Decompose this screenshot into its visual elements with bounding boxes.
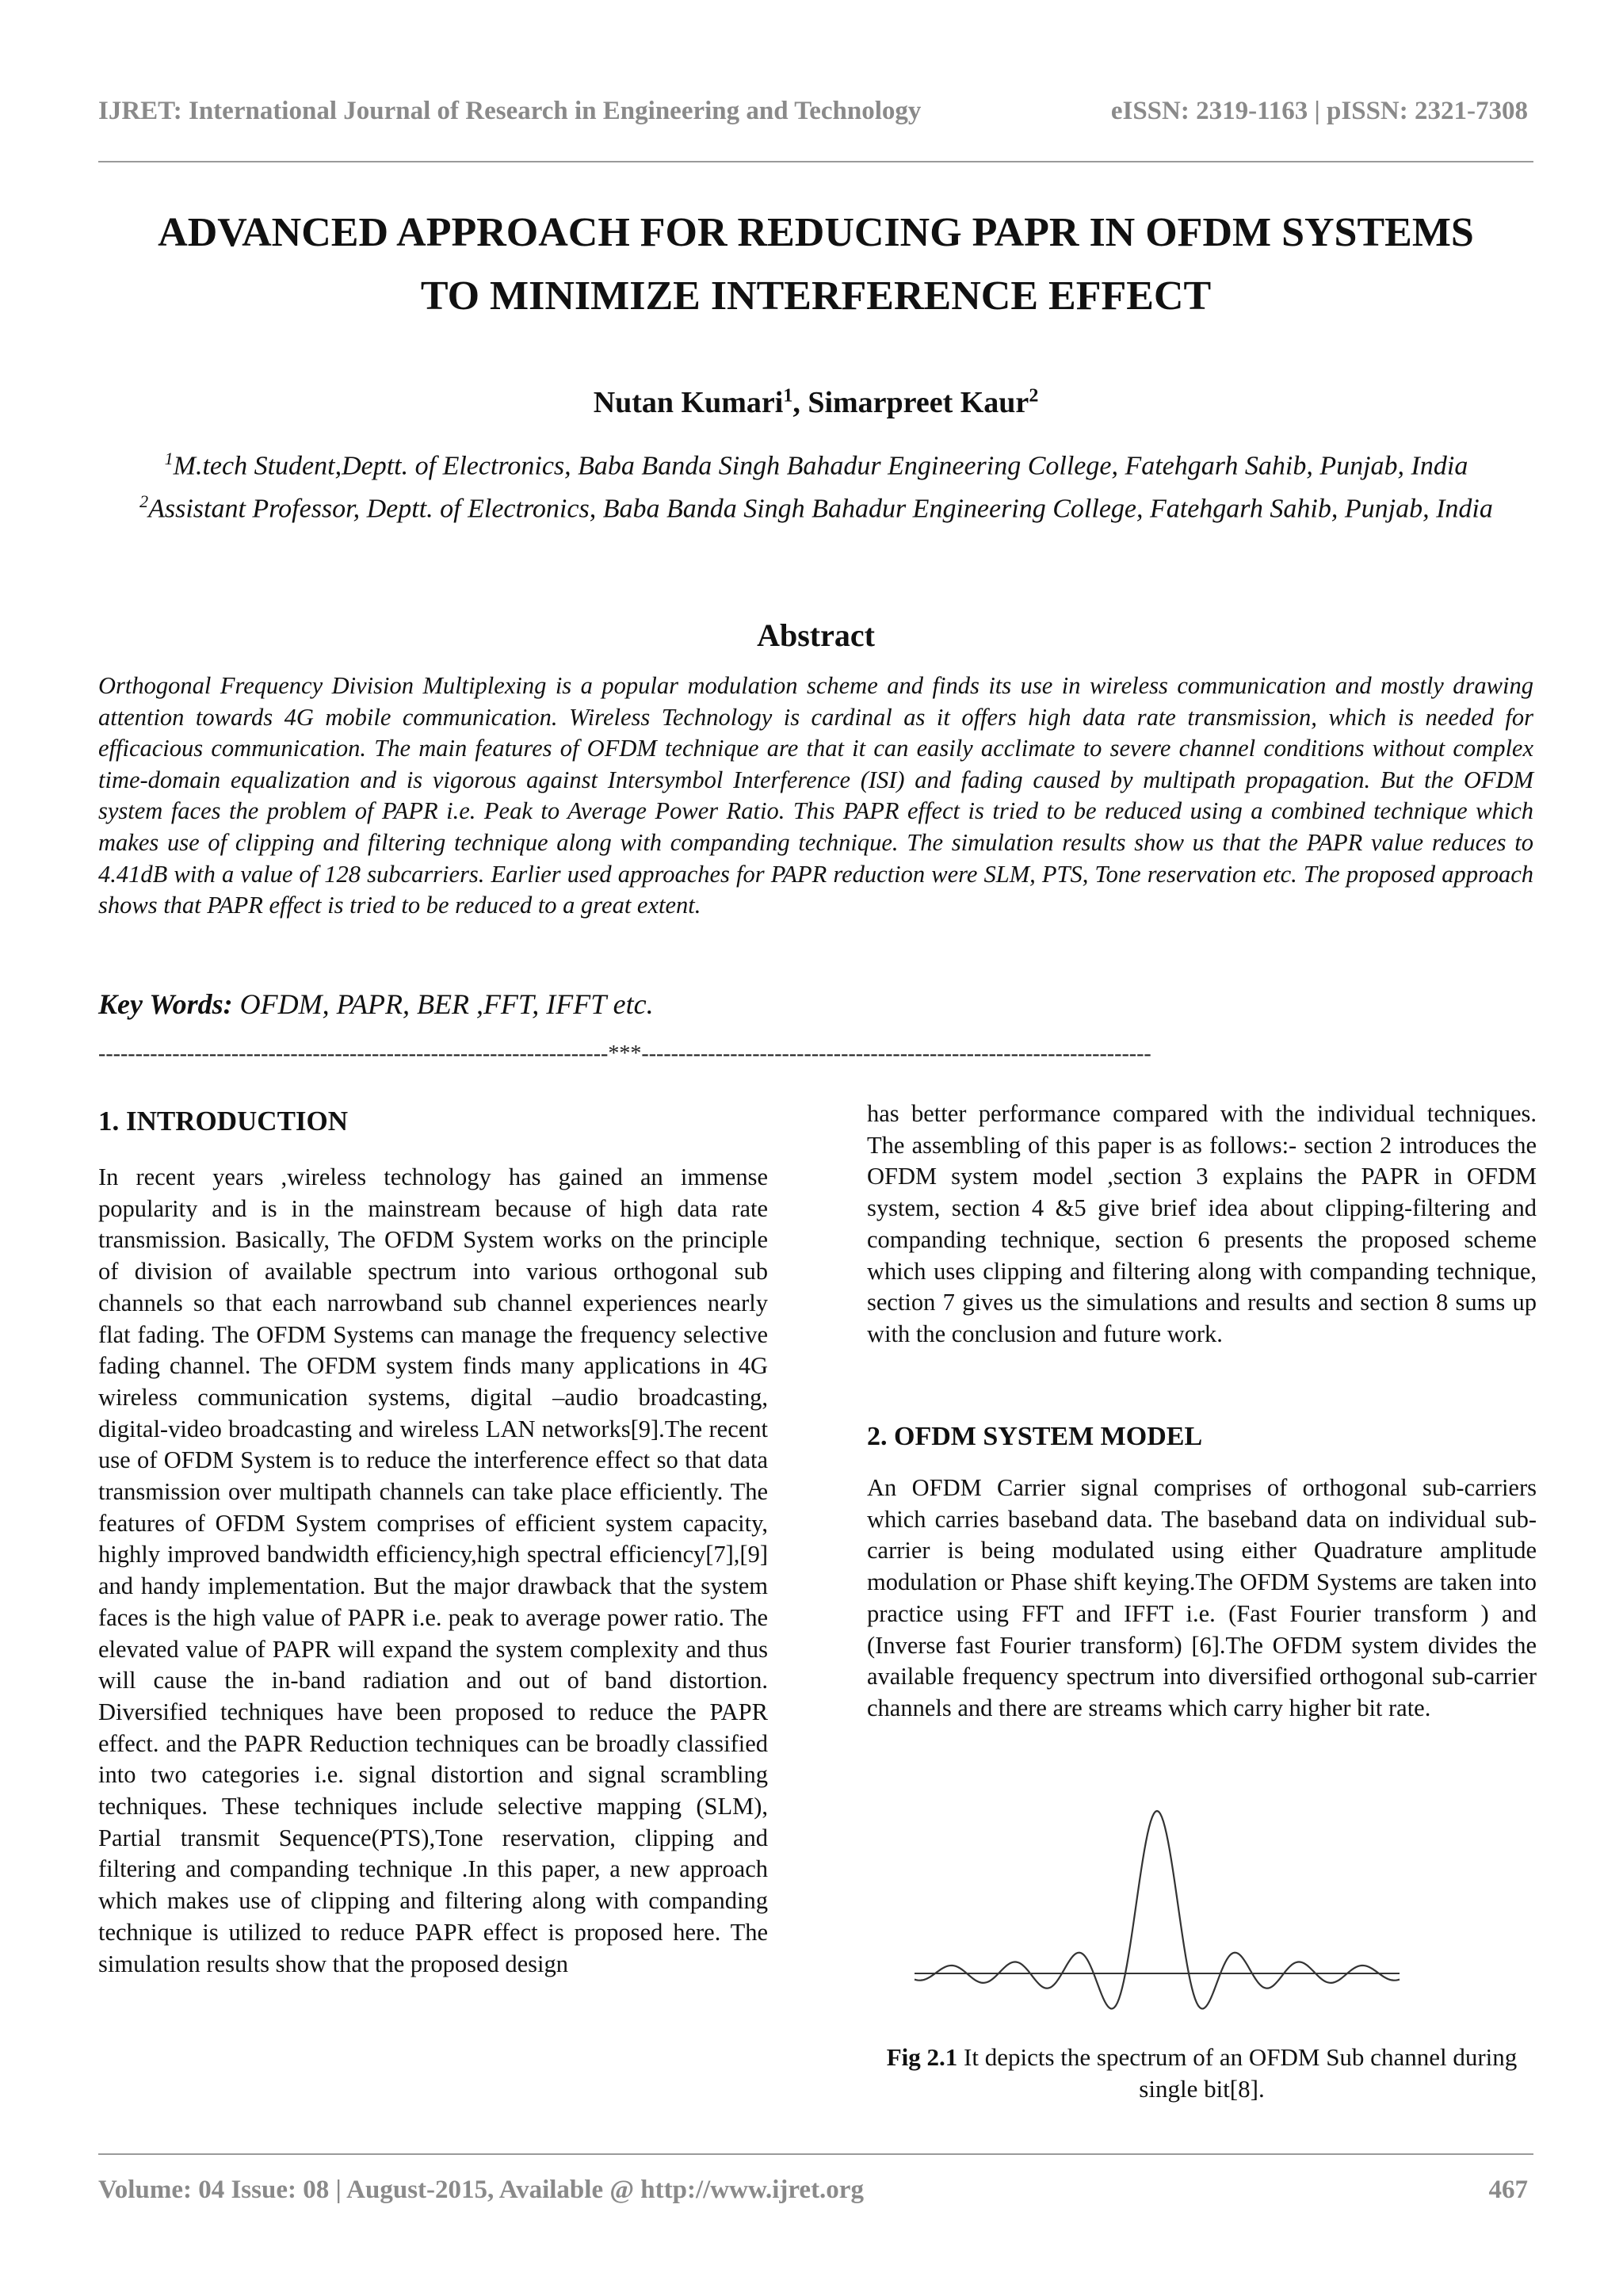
affiliation-1-sup: 1: [164, 449, 174, 468]
footer-volume: Volume: 04 Issue: 08 | August-2015, Available @ http://www.ijret.org: [98, 2176, 864, 2204]
title-line-1: ADVANCED APPROACH FOR REDUCING PAPR IN OFDM SYSTEMS: [158, 210, 1474, 255]
affiliations: [119, 441, 1514, 527]
affiliation-2-sup: 2: [139, 491, 149, 512]
affiliation-2-text: Assistant Professor, Deptt. of Electronics, Baba Banda Singh Bahadur Engineering College, Fatehgarh Sahib, Punjab, India: [148, 494, 1493, 524]
section-2-text: An OFDM Carrier signal comprises of orthogonal sub-carriers which carries baseband data. The baseband data on individual sub-carrier is being modulated using either Quadrature amplitude modulation or Phase shift keying.The OFDM Systems are taken into practice using FFT and IFFT i.e. (Fast Fourier transform ) and (Inverse fast Fourier transform) [6].The OFDM system divides the available frequency spectrum into diversified orthogonal sub-carrier channels and there are streams which carry higher bit rate.: [867, 1474, 1537, 1721]
author-1: Nutan Kumari: [593, 386, 784, 419]
abstract-heading: Abstract: [757, 617, 875, 653]
keywords-text: OFDM, PAPR, BER ,FFT, IFFT etc.: [232, 988, 654, 1020]
authors: [98, 385, 1533, 420]
journal-name: IJRET: International Journal of Research in Engineering and Technology: [98, 97, 922, 125]
author-separator: ,: [792, 386, 808, 419]
keywords-label: Key Words:: [98, 988, 233, 1020]
author-2: Simarpreet Kaur: [808, 386, 1029, 419]
affiliation-1-text: M.tech Student,Deptt. of Electronics, Baba Banda Singh Bahadur Engineering College, Fatehgarh Sahib, Punjab, India: [173, 451, 1468, 481]
figure-caption: [867, 2042, 1537, 2105]
author-2-sup: 2: [1029, 385, 1039, 407]
footer-rule: [98, 2153, 1533, 2155]
header-rule: [98, 161, 1533, 162]
section-separator: ---------------------------------------------------------------------***---------------------------------------------------------------------: [98, 1041, 1151, 1066]
section-1-continued: has better performance compared with the individual techniques. The assembling of this paper is as follows:- section 2 introduces the OFDM system model ,section 3 explains the PAPR in OFDM system, section 4 &5 give brief idea about clipping-filtering and companding technique, section 6 presents the proposed scheme which uses clipping and filtering along with companding technique, section 7 gives us the simulations and results and section 8 sums up with the conclusion and future work.: [867, 1100, 1537, 1347]
section-1-text: In recent years ,wireless technology has gained an immense popularity and is in the mainstream because of high data rate transmission. Basically, The OFDM System works on the principle of division of available spectrum into various orthogonal sub channels so that each narrowband sub channel experiences nearly flat fading. The OFDM Systems can manage the frequency selective fading channel. The OFDM system finds many applications in 4G wireless communication systems, digital –audio broadcasting, digital-video broadcasting and wireless LAN networks[9].The recent use of OFDM System is to reduce the interference effect so that data transmission over multipath channels can take place efficiently. The features of OFDM System comprises of efficient system capacity, highly improved bandwidth efficiency,high spectral efficiency[7],[9] and handy implementation. But the major drawback that the system faces is the high value of PAPR i.e. peak to average power ratio. The elevated value of PAPR will expand the system complexity and thus will cause the in-band radiation and out of band distortion. Diversified techniques have been proposed to reduce the PAPR effect. and the PAPR Reduction techniques can be broadly classified into two categories i.e. signal distortion and signal scrambling techniques. These techniques include selective mapping (SLM), Partial transmit Sequence(PTS),Tone reservation, clipping and filtering and companding technique .In this paper, a new approach which makes use of clipping and filtering along with companding technique is utilized to reduce PAPR effect is proposed here. The simulation results show that the proposed design: [98, 1163, 768, 1977]
title-line-2: TO MINIMIZE INTERFERENCE EFFECT: [420, 273, 1212, 319]
abstract-text: Orthogonal Frequency Division Multiplexing is a popular modulation scheme and finds its use in wireless communication and mostly drawing attention towards 4G mobile communication. Wireless Technology is cardinal as it offers high data rate transmission, which is needed for efficacious communication. The main features of OFDM technique are that it can easily acclimate to severe channel conditions without complex time-domain equalization and is vigorous against Intersymbol Interference (ISI) and fading caused by multipath propagation. But the OFDM system faces the problem of PAPR i.e. Peak to Average Power Ratio. This PAPR effect is tried to be reduced using a combined technique which makes use of clipping and filtering technique along with companding technique. The simulation results show us that the PAPR value reduces to 4.41dB with a value of 128 subcarriers. Earlier used approaches for PAPR reduction were SLM, PTS, Tone reservation etc. The proposed approach shows that PAPR effect is tried to be reduced to a great extent.: [98, 672, 1533, 919]
section-1-heading: 1. INTRODUCTION: [98, 1106, 349, 1137]
affiliation-1: [119, 441, 1514, 483]
author-1-sup: 1: [783, 385, 793, 407]
section-2-heading: 2. OFDM SYSTEM MODEL: [867, 1422, 1203, 1451]
figure-label: Fig 2.1: [886, 2043, 958, 2071]
sinc-spectrum-figure: [911, 1799, 1403, 2029]
issn: eISSN: 2319-1163 | pISSN: 2321-7308: [1110, 97, 1528, 125]
page-number: 467: [1488, 2176, 1528, 2204]
affiliation-2: [119, 483, 1514, 526]
keywords: [98, 988, 654, 1021]
sinc-curve: [915, 1811, 1400, 2008]
figure-caption-text: It depicts the spectrum of an OFDM Sub channel during single bit[8].: [957, 2043, 1518, 2103]
paper-title: [98, 201, 1533, 328]
